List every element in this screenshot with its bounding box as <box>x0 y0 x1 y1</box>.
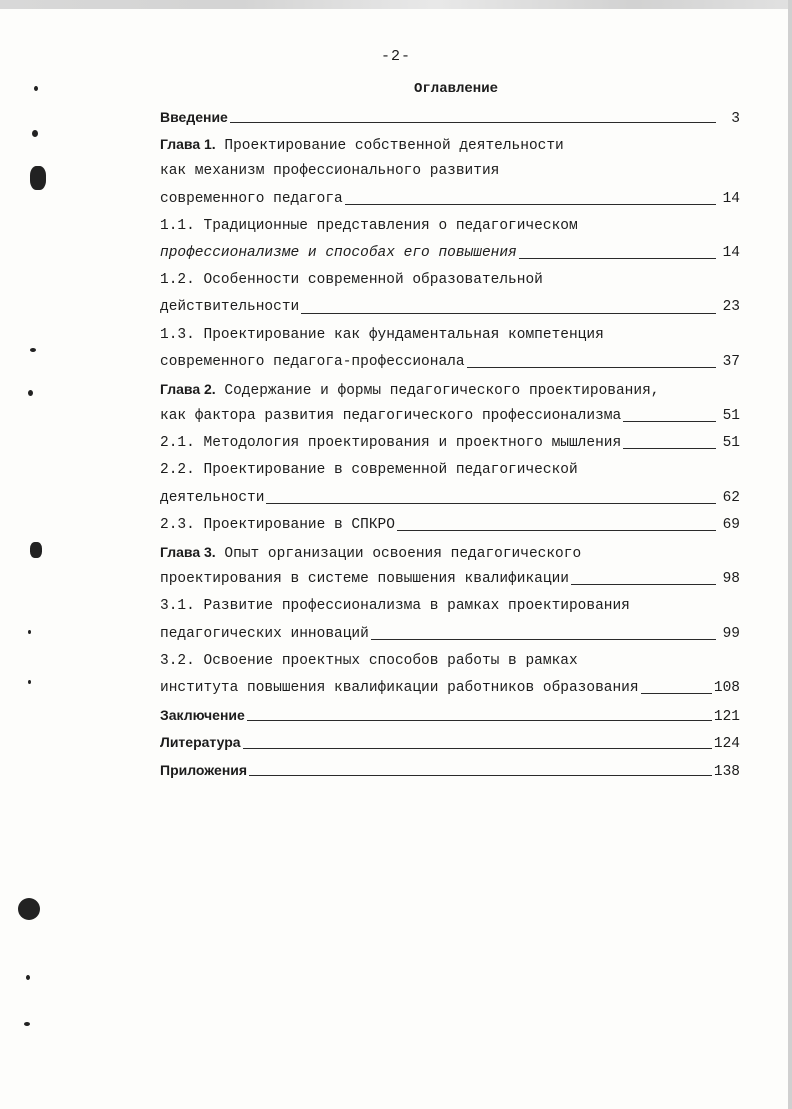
toc-entry-conclusion <box>160 702 740 729</box>
toc-entry-intro <box>160 104 740 131</box>
scan-edge-right <box>788 0 792 1109</box>
leader-line <box>623 448 716 449</box>
scan-speck <box>28 680 31 684</box>
leader-line <box>467 367 716 368</box>
leader-line <box>623 421 716 422</box>
section-title: 1.3. Проектирование как фундаментальная компетенция <box>160 326 604 343</box>
scan-speck <box>24 1022 30 1026</box>
hole-punch-mark <box>30 166 46 190</box>
toc-label: Приложения <box>160 761 248 778</box>
section-title-cont: деятельности <box>160 489 265 506</box>
page-ref: 124 <box>713 736 740 753</box>
toc-entry-chapter-2 <box>160 376 740 403</box>
page-ref: 37 <box>722 353 740 370</box>
page-ref: 69 <box>722 516 740 533</box>
leader-line <box>397 530 716 531</box>
page-ref: 14 <box>722 190 740 207</box>
toc-entry-chapter-3 <box>160 539 740 566</box>
toc-continuation <box>160 240 740 267</box>
section-title: 2.1. Методология проектирования и проектного мышления <box>160 435 622 452</box>
leader-line <box>247 720 712 721</box>
chapter-title: Содержание и формы педагогического проектирования, <box>224 382 660 399</box>
section-title: 2.3. Проектирование в СПКРО <box>160 516 395 533</box>
toc-entry-1-3 <box>160 322 740 349</box>
scan-speck <box>28 630 31 634</box>
hole-punch-mark <box>30 542 42 558</box>
page-number: -2- <box>380 48 411 65</box>
chapter-title: Проектирование собственной деятельности <box>224 138 564 155</box>
leader-line <box>266 503 716 504</box>
page-ref: 14 <box>722 244 740 261</box>
toc-entry-chapter-1 <box>160 131 740 158</box>
leader-line <box>345 204 716 205</box>
chapter-title-cont: как механизм профессионального развития <box>160 163 500 180</box>
page-ref: 98 <box>722 571 740 588</box>
toc-entry-2-3 <box>160 512 740 539</box>
leader-line <box>371 639 716 640</box>
table-of-contents <box>160 104 740 784</box>
toc-continuation <box>160 566 740 593</box>
page-ref: 23 <box>722 299 740 316</box>
chapter-label: Глава 3. <box>160 544 216 560</box>
toc-entry-3-1 <box>160 593 740 620</box>
chapter-title: Опыт организации освоения педагогического <box>224 546 582 562</box>
toc-continuation <box>160 349 740 376</box>
toc-label: Введение <box>160 109 228 125</box>
chapter-label: Глава 2. <box>160 380 216 397</box>
page-ref: 99 <box>722 625 740 642</box>
scan-edge-top <box>0 0 792 9</box>
hole-punch-mark <box>18 898 40 920</box>
toc-title: Оглавление <box>413 81 498 97</box>
page-ref: 108 <box>713 679 740 696</box>
toc-entry-literature <box>160 729 740 756</box>
section-title: 2.2. Проектирование в современной педагогической <box>160 462 578 479</box>
scan-speck <box>26 975 30 980</box>
toc-entry-1-1 <box>160 213 740 240</box>
chapter-title-cont: проектирования в системе повышения квалификации <box>160 571 569 588</box>
chapter-title-cont: как фактора развития педагогического профессионализма <box>160 408 622 425</box>
leader-line <box>641 693 712 694</box>
toc-continuation <box>160 621 740 648</box>
toc-entry-2-1 <box>160 430 740 457</box>
leader-line <box>519 258 716 259</box>
section-title: 3.1. Развитие профессионализма в рамках проектирования <box>160 598 630 615</box>
section-title-cont: профессионализме и способах его повышения <box>160 244 517 261</box>
section-title-cont: педагогических инноваций <box>160 625 369 642</box>
section-title: 1.1. Традиционные представления о педагогическом <box>160 217 578 234</box>
toc-entry-appendix <box>160 757 740 784</box>
section-title: 1.2. Особенности современной образовательной <box>160 272 543 289</box>
scan-speck <box>28 390 33 396</box>
page-ref: 138 <box>713 763 740 780</box>
section-title-cont: действительности <box>160 299 300 316</box>
toc-label: Литература <box>160 734 241 751</box>
section-title-cont: института повышения квалификации работников образования <box>160 679 639 696</box>
toc-entry-3-2 <box>160 648 740 675</box>
chapter-label: Глава 1. <box>160 136 216 153</box>
toc-continuation <box>160 675 740 702</box>
page-ref: 62 <box>722 489 740 506</box>
toc-continuation <box>160 158 740 185</box>
scan-speck <box>30 348 36 352</box>
toc-entry-2-2 <box>160 457 740 484</box>
toc-entry-1-2 <box>160 267 740 294</box>
toc-label: Заключение <box>160 707 245 724</box>
leader-line <box>230 122 716 123</box>
leader-line <box>301 313 716 314</box>
page-ref: 51 <box>722 435 740 452</box>
leader-line <box>243 748 712 749</box>
page-ref: 51 <box>722 408 740 425</box>
toc-continuation <box>160 485 740 512</box>
toc-continuation <box>160 294 740 321</box>
page-ref: 121 <box>713 709 740 726</box>
toc-continuation <box>160 186 740 213</box>
leader-line <box>249 775 712 776</box>
toc-continuation <box>160 403 740 430</box>
page-ref: 3 <box>731 111 740 127</box>
section-title: 3.2. Освоение проектных способов работы в рамках <box>160 652 578 669</box>
leader-line <box>571 584 716 585</box>
scan-speck <box>32 130 38 137</box>
chapter-title-cont: современного педагога <box>160 190 343 207</box>
section-title-cont: современного педагога-профессионала <box>160 353 465 370</box>
